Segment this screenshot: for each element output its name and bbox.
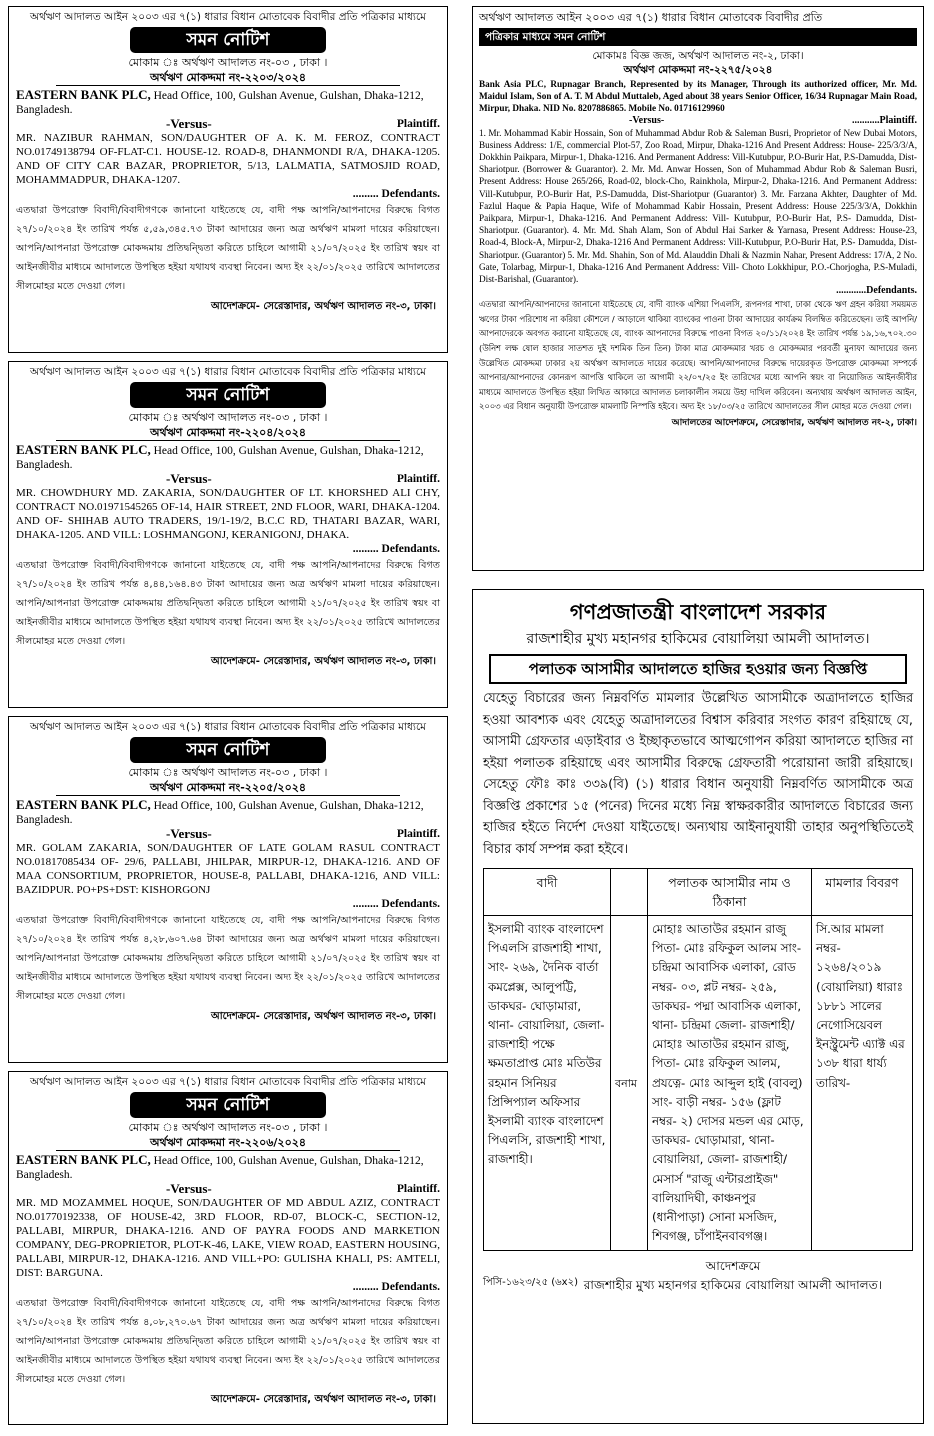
notice-body: এতদ্বারা উপরোক্ত বিবাদী/বিবাদীগণকে জানানো যাইতেছে যে, বাদী পক্ষ আপনি/আপনাদের বিরুদ্ধে বিগত ২৭/১০/২০২৪ ইং তারিখ পর্যন্ত ৪,৪৪,১৬৪.৪৩ টাকা আদায়ের জন্য অত্র অর্থঋণ মামলা দায়ের করিয়াছেন। আপনি/আপনারা উপরোক্ত মোকদ্দমায় প্রতিদ্বন্দ্বিতা করিতে চাহিলে আগামী ২১/০৭/২০২৫ ইং তারিখ স্বয়ং বা আইনজীবীর মাধ্যমে আদালতে উপস্থিত হইয়া যথাযথ ব্যবস্থা নিবেন। অদ্য ইং ২২/০১/২০২৫ তারিখে আদালতের সীলমোহর মতে দেওয়া গেল। <box>16 560 440 647</box>
column-header: পলাতক আসামীর নাম ও ঠিকানা <box>648 869 812 916</box>
bank-asia-summons <box>472 6 924 571</box>
plaintiff-name: EASTERN BANK PLC, <box>16 1152 151 1167</box>
notice-header: অর্থঋণ আদালত আইন ২০০৩ এর ৭(১) ধারার বিধান মোতাবেক বিবাদীর প্রতি পত্রিকার মাধ্যমে <box>29 366 427 378</box>
plaintiff-address: Head Office, 100, Gulshan Avenue, Gulshan, Dhaka-1212, Bangladesh. <box>16 800 424 826</box>
plaintiff-label: Plaintiff. <box>396 828 440 840</box>
plaintiff-address: Head Office, 100, Gulshan Avenue, Gulshan, Dhaka-1212, Bangladesh. <box>16 445 424 471</box>
court-name: মোকাম ঃ অর্থঋণ আদালত নং-০৩ , ঢাকা । <box>128 411 328 424</box>
case-cell: সি.আর মামলা নম্বর- ১২৬৪/২০১৯ (বোয়ালিয়া) ধারাঃ ১৮৮১ সালের নেগোসিয়েবল ইনস্ট্রুমেন্ট এ্যাক্ট এর ১৩৮ ধারা ধার্য্য তারিখ- <box>812 916 913 1251</box>
order-label: আদেশক্রমে <box>705 1259 761 1274</box>
defendant-details: MR. NAZIBUR RAHMAN, SON/DAUGHTER OF A. K. M. FEROZ, CONTRACT NO.01749138794 OF-FLAT-C1. HOUSE-12. ROAD-8, DHANMONDI R/A, DHAKA-1205. AND OF CITY CAR BAZAR, PROPRIETOR, 5/13, LALMATIA, SATMOSJID ROAD, MOHAMMADPUR, DHAKA-1207. <box>16 132 440 186</box>
column-header: মামলার বিবরণ <box>812 869 913 916</box>
table-row <box>484 916 913 1251</box>
notice-header: অর্থঋণ আদালত আইন ২০০৩ এর ৭(১) ধারার বিধান মোতাবেক বিবাদীর প্রতি পত্রিকার মাধ্যমে <box>29 721 427 733</box>
pc-number: পিসি-১৬২৩/২৫ (৬x২) <box>483 1277 578 1289</box>
notice-banner: পত্রিকার মাধ্যমে সমন নোটিশ <box>479 28 917 46</box>
plaintiff-address: Head Office, 100, Gulshan Avenue, Gulshan, Dhaka-1212, Bangladesh. <box>16 1155 424 1181</box>
versus-label: -Versus- <box>166 116 212 131</box>
column-header <box>611 869 648 916</box>
accused-table <box>483 868 913 1251</box>
defendant-details: MR. MD MOZAMMEL HOQUE, SON/DAUGHTER OF MD ABDUL AZIZ, CONTRACT NO.01770192338, OF HOUSE-42, 3RD FLOOR, RD-07, BLOCK-C, SECTION-12, PALLABI, MIRPUR, DHAKA-1216. AND OF PAYRA FOODS AND MARKETION COMPANY, DEG-PROPRIETOR, PLOT-K-46, LAKE, VIEW ROAD, EASTERN HOUSING, PALLABI, MIRPUR-12, DHAKA-1216. AND VILL+PO: GULISHA KHALI, PS: AMTELI, DIST: BARGUNA. <box>16 1197 440 1279</box>
defendant-label: ......... Defendants. <box>352 188 440 200</box>
notice-title: পলাতক আসামীর আদালতে হাজির হওয়ার জন্য বিজ্ঞপ্তি <box>489 654 907 684</box>
notice-body: এতদ্বারা উপরোক্ত বিবাদী/বিবাদীগণকে জানানো যাইতেছে যে, বাদী পক্ষ আপনি/আপনাদের বিরুদ্ধে বিগত ২৭/১০/২০২৪ ইং তারিখ পর্যন্ত ৪,০৮,২৭০.৬৭ টাকা আদায়ের জন্য অত্র অর্থঋণ মামলা দায়ের করিয়াছেন। আপনি/আপনারা উপরোক্ত মোকদ্দমায় প্রতিদ্বন্দ্বিতা করিতে চাহিলে আগামী ২১/০৭/২০২৫ ইং তারিখ স্বয়ং বা আইনজীবীর মাধ্যমে আদালতে উপস্থিত হইয়া যথাযথ ব্যবস্থা নিবেন। অদ্য ইং ২২/০১/২০২৫ তারিখে আদালতের সীলমোহর মতে দেওয়া গেল। <box>16 1298 440 1385</box>
versus-label: -Versus- <box>166 826 212 841</box>
notice-order: আদেশক্রমে- সেরেস্তাদার, অর্থঋণ আদালত নং-৩, ঢাকা। <box>210 301 436 312</box>
summons-notice <box>8 361 448 708</box>
notice-banner: সমন নোটিশ <box>130 1092 326 1118</box>
plaintiff-label: ...........Plaintiff. <box>852 114 917 126</box>
case-number: অর্থঋণ মোকদ্দমা নং-২২০৩/২০২৪ <box>56 70 400 86</box>
notice-banner: সমন নোটিশ <box>130 382 326 408</box>
right-column <box>472 6 924 1424</box>
plaintiff-name: EASTERN BANK PLC, <box>16 797 151 812</box>
defendant-label: ............Defendants. <box>836 285 917 297</box>
plaintiff <box>16 798 440 827</box>
government-title: গণপ্রজাতন্ত্রী বাংলাদেশ সরকার <box>569 600 827 624</box>
defendant-label: ......... Defendants. <box>352 543 440 555</box>
versus-row <box>16 117 440 131</box>
notice-body: এতদ্বারা উপরোক্ত বিবাদী/বিবাদীগণকে জানানো যাইতেছে যে, বাদী পক্ষ আপনি/আপনাদের বিরুদ্ধে বিগত ২৭/১০/২০২৪ ইং তারিখ পর্যন্ত ৪,২৮,৬০৭.৬৪ টাকা আদায়ের জন্য অত্র অর্থঋণ মামলা দায়ের করিয়াছেন। আপনি/আপনারা উপরোক্ত মোকদ্দমায় প্রতিদ্বন্দ্বিতা করিতে চাহিলে আগামী ২১/০৭/২০২৫ ইং তারিখ স্বয়ং বা আইনজীবীর মাধ্যমে আদালতে উপস্থিত হইয়া যথাযথ ব্যবস্থা নিবেন। অদ্য ইং ২২/০১/২০২৫ তারিখে আদালতের সীলমোহর মতে দেওয়া গেল। <box>16 915 440 1002</box>
plaintiff-cell: ইসলামী ব্যাংক বাংলাদেশ পিএলসি রাজশাহী শাখা, সাং- ২৬৯, দৈনিক বার্তা কমপ্লেক্স, আলুপট্টি, ডাকঘর- ঘোড়ামারা, থানা- বোয়ালিয়া, জেলা- রাজশাহী পক্ষে ক্ষমতাপ্রাপ্ত মোঃ মতিউর রহমান সিনিয়র প্রিন্সিপ্যাল অফিসার ইসলামী ব্যাংক বাংলাদেশ পিএলসি, রাজশাহী শাখা, রাজশাহী। <box>484 916 611 1251</box>
plaintiff <box>16 88 440 117</box>
notice-order: আদেশক্রমে- সেরেস্তাদার, অর্থঋণ আদালত নং-৩, ঢাকা। <box>210 1394 436 1405</box>
plaintiff <box>16 443 440 472</box>
case-number: অর্থঋণ মোকদ্দমা নং-২২৭৫/২০২৪ <box>623 64 773 76</box>
notice-body: এতদ্বারা উপরোক্ত বিবাদী/বিবাদীগণকে জানানো যাইতেছে যে, বাদী পক্ষ আপনি/আপনাদের বিরুদ্ধে বিগত ২৭/১০/২০২৪ ইং তারিখ পর্যন্ত ৫,৫৯,৩৪৫.৭৩ টাকা আদায়ের জন্য অত্র অর্থঋণ মামলা দায়ের করিয়াছেন। আপনি/আপনারা উপরোক্ত মোকদ্দমায় প্রতিদ্বন্দ্বিতা করিতে চাহিলে আগামী ২১/০৭/২০২৫ ইং তারিখ স্বয়ং বা আইনজীবীর মাধ্যমে আদালতে উপস্থিত হইয়া যথাযথ ব্যবস্থা নিবেন। অদ্য ইং ২২/০১/২০২৫ তারিখে আদালতের সীলমোহর মতে দেওয়া গেল। <box>16 205 440 292</box>
versus-row <box>16 827 440 841</box>
case-number: অর্থঋণ মোকদ্দমা নং-২২০৬/২০২৪ <box>56 1135 400 1151</box>
defendant-details: MR. CHOWDHURY MD. ZAKARIA, SON/DAUGHTER OF LT. KHORSHED ALI CHY, CONTRACT NO.01971545265 OF-14, HAIR STREET, 2ND FLOOR, WARI, DHAKA-1204. AND OF- SHIHAB AUTO TRADERS, 19/1-19/2, B.C.C RD, THATARI BAZAR, WARI, DHAKA-1205. AND VILL: LOSHMANGONJ, KERANIGONJ, DHAKA. <box>16 487 440 541</box>
column-header: বাদী <box>484 869 611 916</box>
signature-text: রাজশাহীর মুখ্য মহানগর হাকিমের বোয়ালিয়া আমলী আদালত। <box>583 1278 883 1293</box>
court-name: রাজশাহীর মুখ্য মহানগর হাকিমের বোয়ালিয়া আমলী আদালত। <box>526 631 870 647</box>
plaintiff-label: Plaintiff. <box>396 1183 440 1195</box>
table-header-row <box>484 869 913 916</box>
summons-notice <box>8 1071 448 1425</box>
notice-order: আদালতের আদেশক্রমে, সেরেস্তাদার, অর্থঋণ আদালত নং-২, ঢাকা। <box>671 418 917 428</box>
summons-notice <box>8 716 448 1063</box>
versus-row <box>16 1182 440 1196</box>
notice-order: আদেশক্রমে- সেরেস্তাদার, অর্থঋণ আদালত নং-৩, ঢাকা। <box>210 1011 436 1022</box>
plaintiff-name: EASTERN BANK PLC, <box>16 442 151 457</box>
plaintiff-details: Bank Asia PLC, Rupnagar Branch, Represented by its Manager, Through its authorized officer, Mr. Md. Maidul Islam, Son of A. T. M Abdul Muttaleb, Aged about 38 years Senior Officer, 16/34 Rupnagar Main Road, Mirpur, Dhaka. NID No. 8207886865. Mobile No. 01716129960 <box>479 79 917 114</box>
versus-label: -Versus- <box>166 471 212 486</box>
notice-order: আদেশক্রমে- সেরেস্তাদার, অর্থঋণ আদালত নং-৩, ঢাকা। <box>210 656 436 667</box>
versus-label: -Versus- <box>166 1181 212 1196</box>
defendant-details: MR. GOLAM ZAKARIA, SON/DAUGHTER OF LATE GOLAM RASUL CONTRACT NO.01817085434 OF- 29/6, PALLABI, JHILPAR, MIRPUR-12, DHAKA-1216. AND OF MAA CONSORTIUM, PROPRIETOR, HOUSE-8, PALLABI, DHAKA-1216, AND VILL: BAZIDPUR. PO+PS+DST: KISHORGONJ <box>16 842 440 896</box>
plaintiff-address: Head Office, 100, Gulshan Avenue, Gulshan, Dhaka-1212, Bangladesh. <box>16 90 424 116</box>
court-name: মোকামঃ বিজ্ঞ জজ, অর্থঋণ আদালত নং-২, ঢাকা। <box>592 50 804 62</box>
notice-header: অর্থঋণ আদালত আইন ২০০৩ এর ৭(১) ধারার বিধান মোতাবেক বিবাদীর প্রতি পত্রিকার মাধ্যমে <box>29 1076 427 1088</box>
notice-header: অর্থঋণ আদালত আইন ২০০৩ এর ৭(১) ধারার বিধান মোতাবেক বিবাদীর প্রতি <box>479 11 823 24</box>
versus-row <box>479 115 917 127</box>
court-name: মোকাম ঃ অর্থঋণ আদালত নং-০৩ , ঢাকা । <box>128 1121 328 1134</box>
case-number: অর্থঋণ মোকদ্দমা নং-২২০৫/২০২৪ <box>56 780 400 796</box>
plaintiff-label: Plaintiff. <box>396 118 440 130</box>
defendant-label: ......... Defendants. <box>352 1281 440 1293</box>
left-column <box>8 6 448 1433</box>
accused-cell: মোহাঃ আতাউর রহমান রাজু পিতা- মোঃ রফিকুল আলম সাং- চন্দ্রিমা আবাসিক এলাকা, রোড নম্বর- ০৩, প্লট নম্বর- ২৫৯, ডাকঘর- পদ্মা আবাসিক এলাকা, থানা- চন্দ্রিমা জেলা- রাজশাহী/মোহাঃ আতাউর রহমান রাজু, পিতা- মোঃ রফিকুল আলম, প্রযত্নে- মোঃ আব্দুল হাই (বাবলু) সাং- বাড়ী নম্বর- ১৫৬ (ফ্লাট নম্বর- ২) দোসর মন্ডল এর মোড়, ডাকঘর- ঘোড়ামারা, থানা- বোয়ালিয়া, জেলা- রাজশাহী/ মেসার্স "রাজু এন্টারপ্রাইজ" বালিয়াদিঘী, কাঞ্চনপুর (ধানীপাড়া) সোনা মসজিদ, শিবগঞ্জ, চাঁপাইনবাবগঞ্জ। <box>648 916 812 1251</box>
plaintiff-label: Plaintiff. <box>396 473 440 485</box>
notice-banner: সমন নোটিশ <box>130 27 326 53</box>
versus-row <box>16 472 440 486</box>
notice-banner: সমন নোটিশ <box>130 737 326 763</box>
notice-header: অর্থঋণ আদালত আইন ২০০৩ এর ৭(১) ধারার বিধান মোতাবেক বিবাদীর প্রতি পত্রিকার মাধ্যমে <box>29 11 427 23</box>
case-number: অর্থঋণ মোকদ্দমা নং-২২০৪/২০২৪ <box>56 425 400 441</box>
plaintiff-name: EASTERN BANK PLC, <box>16 87 151 102</box>
plaintiff <box>16 1153 440 1182</box>
court-name: মোকাম ঃ অর্থঋণ আদালত নং-০৩ , ঢাকা । <box>128 56 328 69</box>
notice-body: যেহেতু বিচারের জন্য নিম্নবর্ণিত মামলার উল্লেখিত আসামীকে অত্রাদালতে হাজির হওয়া আবশ্যক এবং যেহেতু অত্রাদালতের বিশ্বাস করিবার সংগত কারণ রহিয়াছে যে, আসামী গ্রেফতার এড়াইবার ও ইচ্ছাকৃতভাবে আত্মগোপন করিয়া আদালতে হাজির না হইয়া পলাতক রহিয়াছে এবং আসামীর বিরুদ্ধে গ্রেফতারী পরোয়ানা জারী রহিয়াছে। সেহেতু ফৌঃ কাঃ ৩৩৯(বি) (১) ধারার বিধান অনুযায়ী নিম্নবর্ণিত আসামীকে অত্র বিজ্ঞপ্তি প্রকাশের ১৫ (পনের) দিনের মধ্যে নিম্ন স্বাক্ষরকারীর আদালতে বিচারের জন্য হাজির হইতে নির্দেশ দেওয়া যাইতেছে। অন্যথায় আইনানুযায়ী তাহার অনুপস্থিতিতেই বিচার কার্য সম্পন্ন করা হইবে। <box>483 691 913 857</box>
court-name: মোকাম ঃ অর্থঋণ আদালত নং-০৩ , ঢাকা । <box>128 766 328 779</box>
versus-cell: বনাম <box>611 916 648 1251</box>
versus-label: -Versus- <box>629 114 665 126</box>
absconding-accused-notice <box>472 589 924 1424</box>
summons-notice <box>8 6 448 353</box>
defendant-label: ......... Defendants. <box>352 898 440 910</box>
defendant-details: 1. Mr. Mohammad Kabir Hossain, Son of Muhammad Abdur Rob & Saleman Busri, Proprietor of New Dubai Motors, Business Address: 1/E, commercial Plot-57, Zoo Road, Mirpur, Dhaka-1216 And Present Address: House- 225/3/3/A, Dokkhin Paikpara, Mirpur-1, Dhaka-1216. And Permanent Address: Vill-Kutubpur, P.O-Burir Hat, P.S-Damudda, Dist-Shariotpur. (Borrower & Guarantor). 2. Mr. Md. Anwar Hossen, Son of Muhammad Abdur Rob & Saleman Busri, Present Address: House 265/266, Road-02, block-Cho, Rainkhola, Mirpur-2, Dhaka-1216. And Permanent Address: Vill-Kutubpur, P.O-Burir Hat, P.S-Damudda, Dist-Shariotpur (Guarantor) 3. Mr. Farzana Akhter, Daughter of Md. Fazlul Haque & Papia Haque, Wife of Mohammad Kabir Hossain, Present Address: House 225/3/3/A, Dokkhin Paikpara, Mirpur-1, Dhaka-1216. And Permanent Address: Vill- Kutubpur, P.O-Burir Hat, P.S- Damudda, Dist-Shariotpur. (Guarantor). 4. Mr. Md. Shah Alam, Son of Abdul Hai Sarker & Yarnasa, Present Address: House-23, Road-4, Block-A, Mirpur-2, Dhaka-1216 And Permanent Address: Vill-Kutubpur, P.O-Burir Hat, P.S- Damudda, Dist-Shariotpur. (Guarantor) 5. Mr. Md. Shahin, Son of Md. Alauddin Dhali & Nazmin Nahar, Present Address: 17/A, 2 No. Gate, Tolarbag, Mirpur-1, Dhaka-1216 And Permanent Address: Vill- Choto Lokkhipur, P.O.-Chorjogha, P.S-Muladi, Dist-Barishal, (Guarantor). <box>479 127 917 285</box>
notice-body: এতদ্বারা আপনি/আপনাদের জানানো যাইতেছে যে, বাদী ব্যাংক এশিয়া পিএলসি, রূপনগর শাখা, ঢাকা থেকে ঋণ গ্রহন করিয়া সময়মত ঋণের টাকা পরিশোধ না করিয়া কৌশলে / আড়ালে থাকিয়া ব্যাংকের পাওনা টাকা আদায়ের কার্যক্রম বিলম্বিত করিতেছেন। তাই আপনি/আপনাদেরকে অবগত করানো যাইতেছে যে, ব্যাংক আপনাদের বিরুদ্ধে পাওনা বিগত ২০/১১/২০২৪ ইং তারিখ পর্যন্ত ১৯,১৬,৭০২.৩০ (উনিশ লক্ষ ষোল হাজার সাতশত দুই দশমিক তিন তিন) টাকা মাত্র মোকদ্দমার খরচ ও মোকদ্দমার পরবর্তী মুনাফা আদায়ের জন্য উল্লেখিত মোকদ্দমা ঢাকার ২য় অর্থঋণ আদালতে দায়ের করেছে। আপনি/আপনাদের বিরুদ্ধে দায়েরকৃত উপরোক্ত মোকদ্দমা সম্পর্কে আপনার/আপনাদের কোনরূপ আপত্তি থাকিলে তা আগামী ২২/০৭/২৫ ইং তারিখের মধ্যে আপনি স্বয়ং বা নিয়োজিত আইনজীবীর মাধ্যমে আদালতে উপস্থিত হইয়া লিখিত আকারে আদালত চলাকালীন সময়ে উহা দাখিল করিবেন। অন্যথায় অর্থঋণ আদালত আইন, ২০০৩ এর বিধান অনুযায়ী উপরোক্ত মামলাটি নিস্পত্তি হইবে। অদ্য ইং ১৮/০৩/২৫ তারিখে আদালতের সীল মোহর মতে দেওয়া গেল। <box>479 299 917 412</box>
